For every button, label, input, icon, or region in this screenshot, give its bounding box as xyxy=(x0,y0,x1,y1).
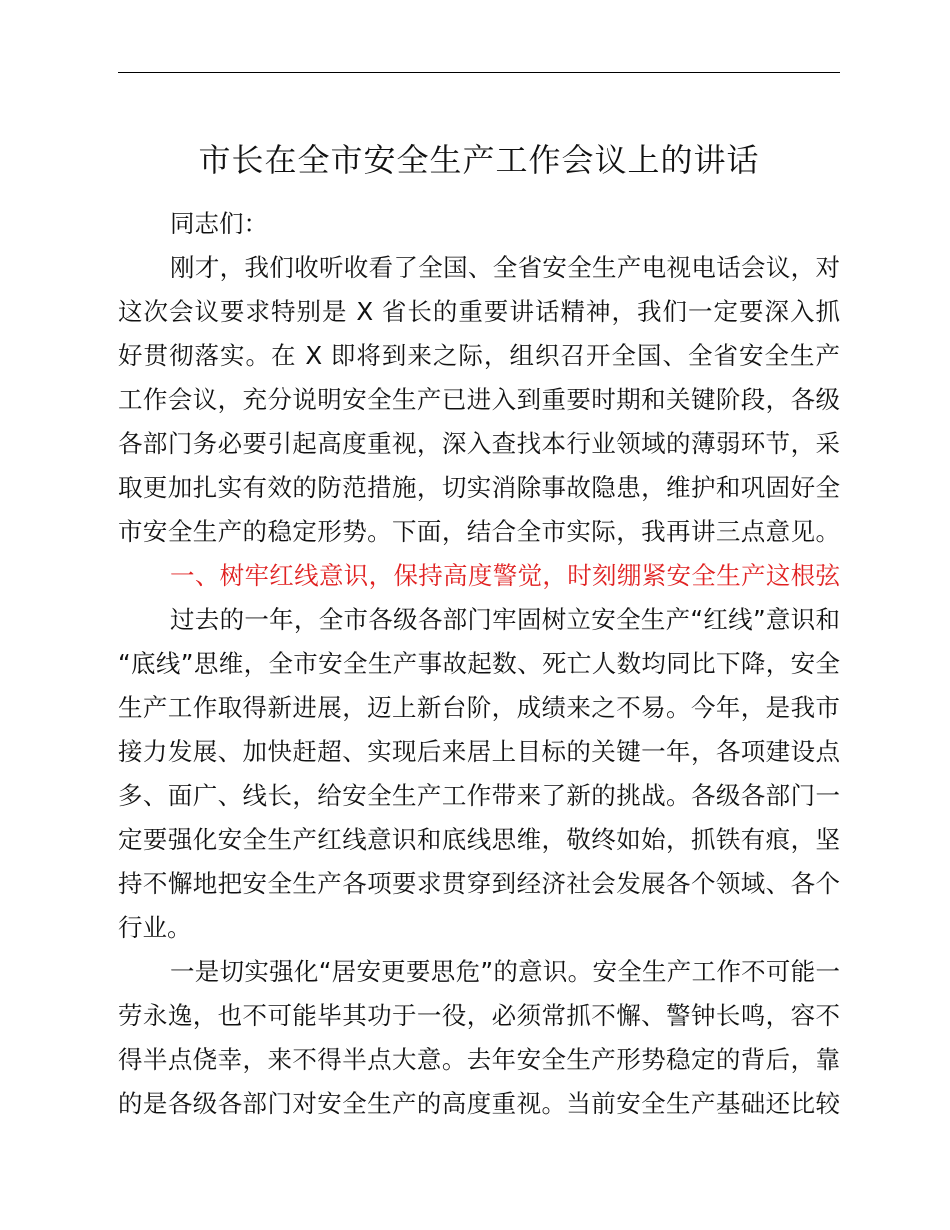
paragraph-line: 工作会议，充分说明安全生产已进入到重要时期和关键阶段，各级 xyxy=(118,385,840,414)
paragraph-line: 持不懈地把安全生产各项要求贯穿到经济社会发展各个领域、各个 xyxy=(118,869,840,898)
paragraph-line: 取更加扎实有效的防范措施，切实消除事故隐患，维护和巩固好全 xyxy=(118,473,840,502)
header-rule xyxy=(118,72,840,73)
paragraph-line: 行业。 xyxy=(118,913,192,942)
section-heading-line: 一、树牢红线意识，保持高度警觉，时刻绷紧安全生产这根弦 xyxy=(170,561,840,590)
paragraph-line: 的是各级各部门对安全生产的高度重视。当前安全生产基础还比较 xyxy=(118,1089,840,1118)
paragraph-line: 过去的一年，全市各级各部门牢固树立安全生产“红线”意识和 xyxy=(170,605,840,634)
document-title: 市长在全市安全生产工作会议上的讲话 xyxy=(198,141,760,179)
paragraph-line: 定要强化安全生产红线意识和底线思维，敬终如始，抓铁有痕，坚 xyxy=(118,825,840,854)
paragraph-line: “底线”思维，全市安全生产事故起数、死亡人数均同比下降，安全 xyxy=(118,649,840,678)
paragraph-line: 市安全生产的稳定形势。下面，结合全市实际，我再讲三点意见。 xyxy=(118,517,840,546)
paragraph-line: 刚才，我们收听收看了全国、全省安全生产电视电话会议，对 xyxy=(170,253,840,282)
paragraph-line: 好贯彻落实。在 X 即将到来之际，组织召开全国、全省安全生产 xyxy=(118,341,840,370)
paragraph-line: 各部门务必要引起高度重视，深入查找本行业领域的薄弱环节，采 xyxy=(118,429,840,458)
paragraph-line: 同志们： xyxy=(170,209,268,238)
paragraph-line: 得半点侥幸，来不得半点大意。去年安全生产形势稳定的背后，靠 xyxy=(118,1045,840,1074)
paragraph-line: 生产工作取得新进展，迈上新台阶，成绩来之不易。今年，是我市 xyxy=(118,693,840,722)
paragraph-line: 劳永逸，也不可能毕其功于一役，必须常抓不懈、警钟长鸣，容不 xyxy=(118,1001,840,1030)
paragraph-line: 接力发展、加快赶超、实现后来居上目标的关键一年，各项建设点 xyxy=(118,737,840,766)
paragraph-line: 一是切实强化“居安更要思危”的意识。安全生产工作不可能一 xyxy=(170,957,840,986)
document-body xyxy=(118,202,840,1126)
paragraph-line: 多、面广、线长，给安全生产工作带来了新的挑战。各级各部门一 xyxy=(118,781,840,810)
paragraph-line: 这次会议要求特别是 X 省长的重要讲话精神，我们一定要深入抓 xyxy=(118,297,840,326)
